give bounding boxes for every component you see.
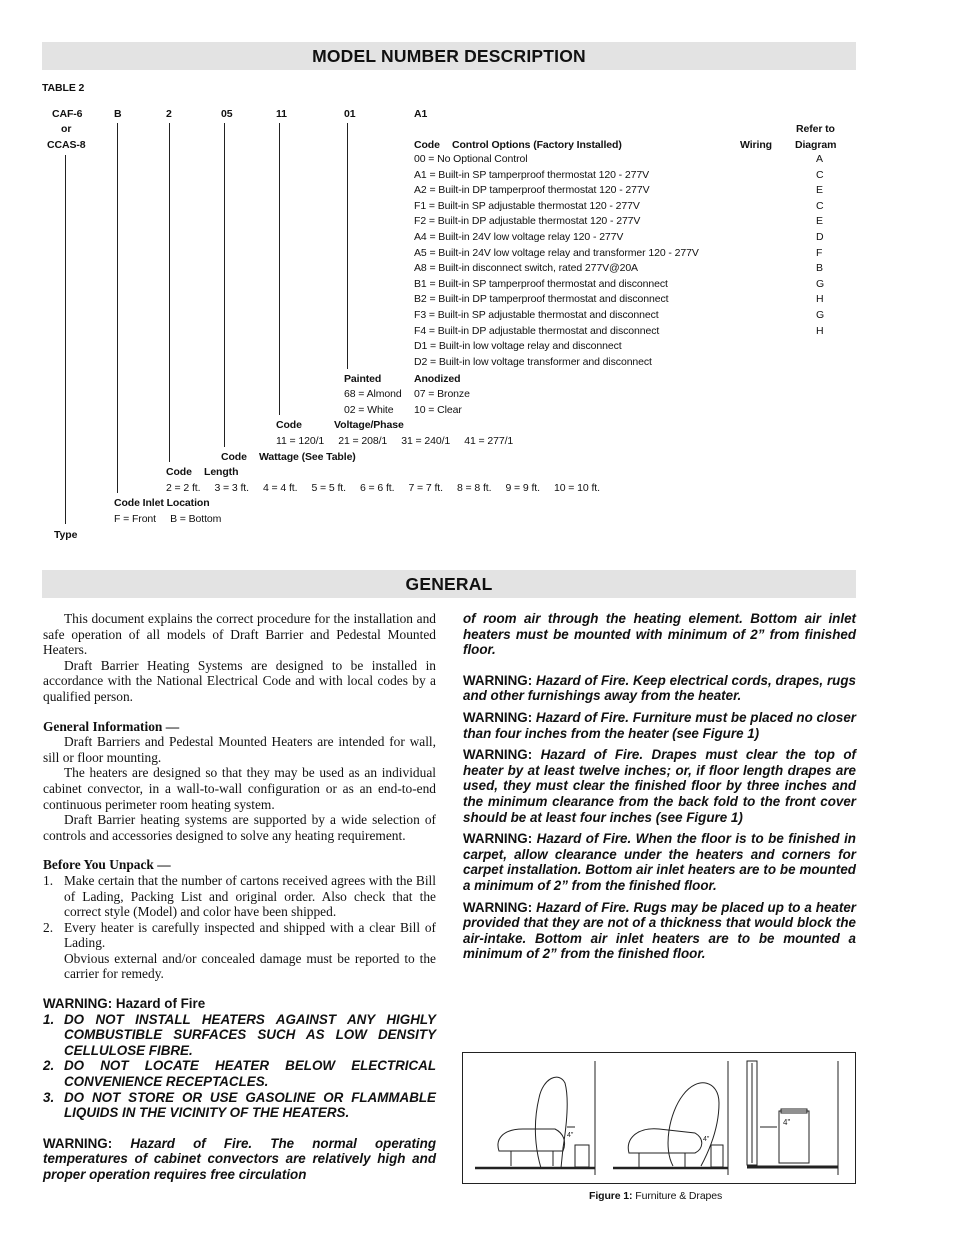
dimension-label-4in: 4" xyxy=(783,1118,791,1127)
warning-text: Hazard of Fire. Keep electrical cords, drapes, rugs and other furnishings away from the heater. xyxy=(463,672,856,704)
control-code: A1 xyxy=(414,108,428,120)
type-code-2: or xyxy=(61,123,72,135)
fire-warning-text: DO NOT STORE OR USE GASOLINE OR FLAMMABLE LIQUIDS IN THE VICINITY OF THE HEATERS. xyxy=(64,1089,436,1121)
warning-text: Hazard of Fire. Rugs may be placed up to a heater provided that they are not of a thickness that would block the air-intake. Bottom air inlet heaters are to be mounted a minimum of 2” from the finished floor. xyxy=(463,899,856,962)
control-option-row xyxy=(414,324,834,340)
warning-furniture xyxy=(463,710,856,741)
wiring-header: Wiring xyxy=(740,139,772,151)
general-left-column xyxy=(43,611,436,1183)
unpack-note: Obvious external and/or concealed damage must be reported to the carrier for remedy. xyxy=(64,950,436,982)
intro-paragraph-2: Draft Barrier Heating Systems are designed to be installed in accordance with the National Electrical Code and with local codes by a qualified person. xyxy=(43,657,436,704)
general-header-band xyxy=(42,570,856,598)
warning-continuation: of room air through the heating element. Bottom air inlet heaters must be mounted with minimum of 2” from finished floor. xyxy=(463,611,856,658)
intro-paragraph-1: This document explains the correct procedure for the installation and safe operation of all models of Draft Barrier and Pedestal Mounted Heaters. xyxy=(43,611,436,658)
color-code: 01 xyxy=(344,108,356,120)
general-info-paragraph-1: Draft Barriers and Pedestal Mounted Heaters are intended for wall, sill or floor mounting. xyxy=(43,734,436,765)
options-title-header: Control Options (Factory Installed) xyxy=(452,139,622,151)
length-values: 2 = 2 ft. 3 = 3 ft. 4 = 4 ft. 5 = 5 ft. 6 = 6 ft. 7 = 7 ft. 8 = 8 ft. 9 = 9 ft. 10 = 10 ft. xyxy=(166,482,600,494)
figure-1-caption xyxy=(589,1190,722,1202)
control-option-text: A5 = Built-in 24V low voltage relay and transformer 120 - 277V xyxy=(414,246,699,259)
fire-warning-number: 3. xyxy=(43,1089,55,1105)
warning-keep-away xyxy=(463,673,856,704)
warning-label: WARNING: xyxy=(463,831,533,847)
diagram-header: Diagram xyxy=(795,139,837,151)
fire-warning-text: DO NOT LOCATE HEATER BELOW ELECTRICAL CONVENIENCE RECEPTACLES. xyxy=(64,1058,436,1090)
control-option-row xyxy=(414,199,834,215)
control-option-text: F2 = Built-in DP adjustable thermostat 120 - 277V xyxy=(414,215,641,228)
diagram-letter: A xyxy=(816,153,823,165)
wattage-label: Wattage (See Table) xyxy=(259,451,356,463)
general-info-paragraph-2: The heaters are designed so that they may be used as an individual cabinet convector, in a wall-to-wall configuration or as an end-to-end continuous perimeter room heating system. xyxy=(43,765,436,812)
fire-warning-item xyxy=(43,1090,436,1121)
length-connector-line xyxy=(169,123,170,462)
control-options-list xyxy=(414,152,834,370)
control-option-row xyxy=(414,183,834,199)
general-info-heading: General Information — xyxy=(43,718,180,734)
control-option-text: B1 = Built-in SP tamperproof thermostat and disconnect xyxy=(414,277,668,290)
control-option-row xyxy=(414,292,834,308)
control-option-row xyxy=(414,308,834,324)
general-right-column xyxy=(463,611,856,968)
figure-1-frame xyxy=(462,1052,856,1184)
inlet-connector-line xyxy=(117,123,118,493)
before-unpack-heading: Before You Unpack — xyxy=(43,857,171,873)
unpack-item-text: Every heater is carefully inspected and shipped with a clear Bill of Lading. xyxy=(64,919,436,951)
anodized-option-bronze: 07 = Bronze xyxy=(414,388,470,400)
wattage-code: 05 xyxy=(221,108,233,120)
drapes-panel-3 xyxy=(747,1061,838,1175)
control-option-text: F4 = Built-in DP adjustable thermostat and disconnect xyxy=(414,324,660,337)
general-info-paragraph-3: Draft Barrier heating systems are supported by a wide selection of controls and accessories designed to solve any heating requirement. xyxy=(43,812,436,843)
control-option-text: F1 = Built-in SP adjustable thermostat 120 - 277V xyxy=(414,199,640,212)
unpack-item xyxy=(43,920,436,951)
control-option-row xyxy=(414,355,834,371)
section-title-general: GENERAL xyxy=(405,574,493,594)
control-option-text: A8 = Built-in disconnect switch, rated 277V@20A xyxy=(414,262,638,275)
anodized-label: Anodized xyxy=(414,373,461,385)
fire-warning-item xyxy=(43,1012,436,1059)
control-option-text: F3 = Built-in SP adjustable thermostat and disconnect xyxy=(414,308,659,321)
unpack-item-number: 1. xyxy=(43,872,54,888)
painted-option-white: 02 = White xyxy=(344,404,394,416)
control-option-row xyxy=(414,152,834,168)
diagram-letter: H xyxy=(816,324,824,337)
dimension-label-4in: 4" xyxy=(703,1136,710,1143)
warning-rugs xyxy=(463,900,856,962)
warning-label: WARNING: xyxy=(463,709,533,725)
inlet-location-values: F = Front B = Bottom xyxy=(114,513,222,525)
diagram-letter: B xyxy=(816,262,823,275)
diagram-letter: G xyxy=(816,308,825,321)
type-code-1: CAF-6 xyxy=(52,108,83,120)
diagram-letter: E xyxy=(816,215,823,228)
furniture-drapes-illustration xyxy=(463,1053,855,1183)
unpack-item-text: Make certain that the number of cartons received agrees with the Bill of Lading, Packing List and original order. Also check that the correct style (Model) and color have been shipped. xyxy=(64,872,436,920)
warning-text: Hazard of Fire. Furniture must be placed no closer than four inches from the heater (see Figure 1) xyxy=(463,709,856,741)
control-option-text: 00 = No Optional Control xyxy=(414,153,528,165)
chair-panel-2 xyxy=(613,1061,728,1175)
wattage-connector-line xyxy=(224,123,225,447)
wattage-code-label: Code xyxy=(221,451,247,463)
section-title-model-number: MODEL NUMBER DESCRIPTION xyxy=(312,46,586,66)
anodized-option-clear: 10 = Clear xyxy=(414,404,462,416)
control-option-text: D2 = Built-in low voltage transformer and disconnect xyxy=(414,355,652,368)
type-connector-line xyxy=(65,155,66,524)
fire-warning-number: 1. xyxy=(43,1011,55,1027)
painted-option-almond: 68 = Almond xyxy=(344,388,402,400)
model-number-header-band xyxy=(42,42,856,70)
voltage-connector-line xyxy=(279,123,280,415)
warning-label: WARNING: xyxy=(463,672,533,688)
length-code: 2 xyxy=(166,108,172,120)
control-option-text: A2 = Built-in DP tamperproof thermostat 120 - 277V xyxy=(414,184,650,197)
warning-drapes xyxy=(463,747,856,825)
control-option-row xyxy=(414,246,834,262)
inlet-location-label: Code Inlet Location xyxy=(114,497,210,509)
figure-caption-text: Furniture & Drapes xyxy=(635,1190,723,1202)
control-option-row xyxy=(414,339,834,355)
length-code-label: Code xyxy=(166,466,192,478)
warning-label: WARNING: xyxy=(463,899,533,915)
diagram-letter: E xyxy=(816,184,823,197)
voltage-values: 11 = 120/1 21 = 208/1 31 = 240/1 41 = 277/1 xyxy=(276,435,514,447)
control-option-text: A4 = Built-in 24V low voltage relay 120 - 277V xyxy=(414,230,624,243)
table-label: TABLE 2 xyxy=(42,82,85,94)
diagram-letter: F xyxy=(816,246,823,259)
diagram-letter: D xyxy=(816,230,824,243)
figure-label: Figure 1: xyxy=(589,1190,633,1202)
diagram-letter: G xyxy=(816,277,825,290)
unpack-item xyxy=(43,873,436,920)
chair-panel-1 xyxy=(475,1061,595,1175)
unpack-item-number: 2. xyxy=(43,919,54,935)
warning-label: WARNING: xyxy=(463,747,533,763)
warning-text: Hazard of Fire. When the floor is to be finished in carpet, allow clearance under the heaters and corners for carpet installation. Bottom air inlet heaters are to be mounted a minimum of 2” from the finished floor. xyxy=(463,831,856,893)
painted-label: Painted xyxy=(344,373,382,385)
diagram-letter: H xyxy=(816,293,824,306)
control-option-row xyxy=(414,230,834,246)
fire-warning-block xyxy=(43,996,436,1183)
fire-warning-heading: WARNING: Hazard of Fire xyxy=(43,996,206,1012)
voltage-code-label: Code xyxy=(276,419,302,431)
control-option-text: A1 = Built-in SP tamperproof thermostat 120 - 277V xyxy=(414,168,649,181)
color-connector-line xyxy=(347,123,348,369)
type-code-3: CCAS-8 xyxy=(47,139,86,151)
warning-carpet xyxy=(463,831,856,893)
diagram-letter: C xyxy=(816,168,824,181)
control-option-row xyxy=(414,277,834,293)
inlet-code: B xyxy=(114,108,122,120)
fire-warning-text: DO NOT INSTALL HEATERS AGAINST ANY HIGHLY COMBUSTIBLE SURFACES SUCH AS LOW DENSITY CELLULOSE FIBRE. xyxy=(64,1011,436,1058)
control-option-text: D1 = Built-in low voltage relay and disconnect xyxy=(414,340,622,353)
voltage-code: 11 xyxy=(276,108,287,120)
diagram-letter: C xyxy=(816,199,824,212)
control-option-row xyxy=(414,261,834,277)
control-option-text: B2 = Built-in DP tamperproof thermostat and disconnect xyxy=(414,293,669,306)
type-label: Type xyxy=(54,529,78,541)
refer-to-label: Refer to xyxy=(796,123,835,135)
dimension-label-4in: 4" xyxy=(567,1132,574,1139)
warning-label: WARNING: xyxy=(43,1135,113,1151)
warning-text: Hazard of Fire. The normal operating temperatures of cabinet convectors are relatively high and proper operation requires free circulation xyxy=(43,1135,436,1182)
warning-operating-temperature xyxy=(43,1136,436,1183)
voltage-phase-label: Voltage/Phase xyxy=(334,419,404,431)
warning-text: Hazard of Fire. Drapes must clear the top of heater by at least twelve inches; or, if floor length drapes are used, they must clear the finished floor by three inches and the minimum clearance from the back fold to the front cover should be at least four inches (see Figure 1) xyxy=(463,747,856,825)
control-option-row xyxy=(414,214,834,230)
options-code-header: Code xyxy=(414,139,440,151)
control-option-row xyxy=(414,168,834,184)
fire-warning-item xyxy=(43,1058,436,1089)
fire-warning-number: 2. xyxy=(43,1058,55,1074)
length-label: Length xyxy=(204,466,239,478)
